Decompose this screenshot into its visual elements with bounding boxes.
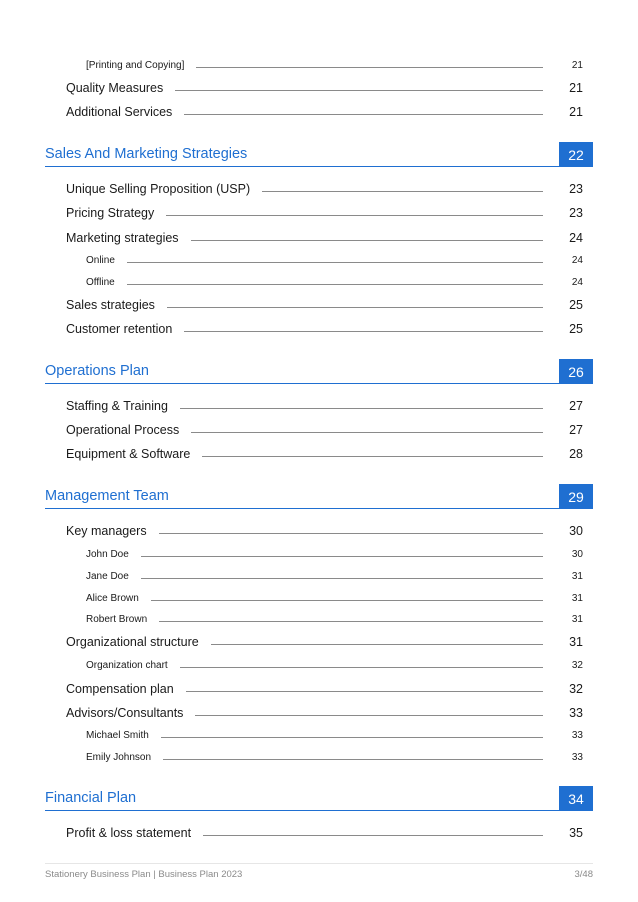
section-title: Sales And Marketing Strategies [45,146,248,162]
toc-entry-label: Emily Johnson [86,752,152,763]
toc-leader-line [191,432,543,433]
toc-entry-operational-process[interactable] [0,421,638,437]
toc-entry-page: 23 [569,206,583,220]
toc-leader-line [195,715,543,716]
toc-leader-line [159,621,543,622]
section-title: Financial Plan [45,790,137,806]
toc-leader-line [262,191,543,192]
toc-entry-label: Organizational structure [66,635,199,649]
toc-entry-page: 33 [571,752,583,763]
section-heading-management[interactable] [45,481,593,509]
toc-leader-line [196,67,543,68]
toc-entry-michael-smith[interactable] [0,727,638,741]
footer-document-title: Stationery Business Plan | Business Plan 2023 [45,869,243,880]
toc-leader-line [191,240,543,241]
toc-leader-line [163,759,543,760]
toc-entry-label: Profit & loss statement [66,826,192,840]
toc-entry-advisors-consultants[interactable] [0,704,638,720]
section-heading-operations[interactable] [45,356,593,384]
toc-leader-line [175,90,543,91]
toc-entry-label: Pricing Strategy [66,206,155,220]
toc-entry-label: Robert Brown [86,614,148,625]
toc-entry-additional-services[interactable] [0,103,638,119]
toc-entry-label: Sales strategies [66,298,155,312]
toc-entry-jane-doe[interactable] [0,568,638,582]
toc-entry-pricing-strategy[interactable] [0,204,638,220]
toc-entry-organization-chart[interactable] [0,657,638,671]
toc-entry-label: Customer retention [66,322,173,336]
toc-entry-label: John Doe [86,549,129,560]
toc-entry-page: 25 [569,322,583,336]
toc-entry-quality-measures[interactable] [0,79,638,95]
section-page-badge: 26 [559,359,593,384]
toc-entry-profit-loss-statement[interactable] [0,824,638,840]
toc-entry-page: 32 [571,660,583,671]
toc-entry-label: Organization chart [86,660,168,671]
toc-entry-label: Equipment & Software [66,447,191,461]
toc-entry-page: 24 [571,255,583,266]
toc-entry-organizational-structure[interactable] [0,633,638,649]
toc-entry-marketing-strategies[interactable] [0,229,638,245]
toc-entry-label: Alice Brown [86,593,139,604]
toc-entry-label: Jane Doe [86,571,129,582]
toc-leader-line [180,408,543,409]
toc-entry-label: Staffing & Training [66,399,168,413]
toc-entry-printing-and-copying[interactable] [0,57,638,71]
section-heading-financial[interactable] [45,783,593,811]
section-page-badge: 34 [559,786,593,811]
toc-entry-page: 24 [571,277,583,288]
toc-entry-label: Offline [86,277,115,288]
toc-leader-line [184,331,543,332]
toc-entry-usp[interactable] [0,180,638,196]
section-title: Management Team [45,488,169,504]
toc-entry-customer-retention[interactable] [0,320,638,336]
toc-entry-page: 30 [569,524,583,538]
toc-entry-page: 32 [569,682,583,696]
toc-entry-label: Compensation plan [66,682,174,696]
toc-entry-page: 30 [571,549,583,560]
toc-entry-label: Key managers [66,524,147,538]
toc-entry-equipment-software[interactable] [0,445,638,461]
toc-leader-line [159,533,543,534]
toc-leader-line [211,644,543,645]
toc-entry-label: Michael Smith [86,730,149,741]
toc-entry-page: 31 [571,614,583,625]
toc-entry-page: 24 [569,231,583,245]
toc-entry-page: 21 [569,81,583,95]
toc-entry-compensation-plan[interactable] [0,680,638,696]
toc-entry-page: 28 [569,447,583,461]
toc-leader-line [161,737,543,738]
toc-entry-page: 23 [569,182,583,196]
toc-entry-label: Additional Services [66,105,173,119]
toc-entry-page: 31 [569,635,583,649]
toc-entry-label: Marketing strategies [66,231,179,245]
toc-entry-page: 33 [569,706,583,720]
toc-entry-robert-brown[interactable] [0,611,638,625]
toc-leader-line [203,835,543,836]
toc-entry-page: 33 [571,730,583,741]
toc-entry-page: 27 [569,423,583,437]
toc-leader-line [186,691,543,692]
toc-entry-label: Quality Measures [66,81,164,95]
toc-entry-page: 21 [571,60,583,71]
toc-leader-line [184,114,543,115]
section-page-badge: 29 [559,484,593,509]
section-heading-sales-marketing[interactable] [45,139,593,167]
toc-entry-online[interactable] [0,252,638,266]
section-title: Operations Plan [45,363,149,379]
toc-entry-label: Operational Process [66,423,180,437]
toc-entry-page: 27 [569,399,583,413]
toc-entry-key-managers[interactable] [0,522,638,538]
footer-divider [45,863,593,864]
toc-entry-page: 31 [571,571,583,582]
toc-entry-emily-johnson[interactable] [0,749,638,763]
toc-entry-page: 35 [569,826,583,840]
toc-entry-page: 25 [569,298,583,312]
toc-leader-line [167,307,543,308]
toc-entry-staffing-training[interactable] [0,397,638,413]
toc-entry-alice-brown[interactable] [0,590,638,604]
toc-entry-label: Advisors/Consultants [66,706,184,720]
toc-leader-line [141,578,543,579]
toc-leader-line [127,262,543,263]
toc-leader-line [141,556,543,557]
toc-entry-label: Online [86,255,115,266]
toc-entry-offline[interactable] [0,274,638,288]
toc-leader-line [151,600,543,601]
toc-entry-sales-strategies[interactable] [0,296,638,312]
toc-leader-line [180,667,543,668]
toc-leader-line [127,284,543,285]
footer-page-number: 3/48 [574,869,593,880]
toc-entry-page: 31 [571,593,583,604]
toc-entry-label: [Printing and Copying] [86,60,185,71]
toc-entry-page: 21 [569,105,583,119]
toc-leader-line [202,456,543,457]
section-page-badge: 22 [559,142,593,167]
toc-entry-john-doe[interactable] [0,546,638,560]
toc-leader-line [166,215,543,216]
toc-entry-label: Unique Selling Proposition (USP) [66,182,251,196]
